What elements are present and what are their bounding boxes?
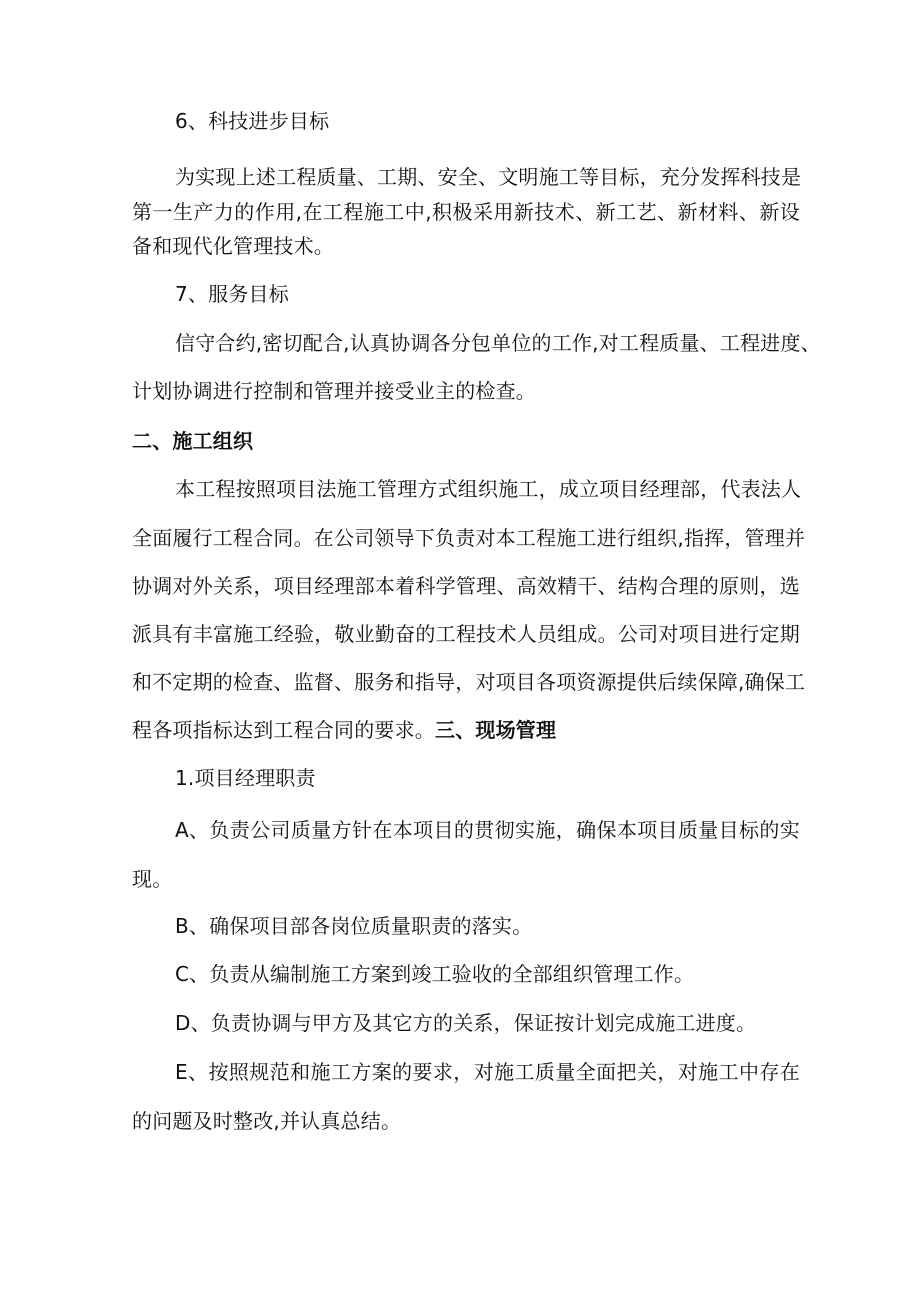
section-6-heading: 6、科技进步目标	[175, 109, 330, 133]
section-7-body-line-2: 计划协调进行控制和管理并接受业主的检查。	[132, 379, 536, 403]
section-2-body-line-5: 和不定期的检查、监督、服务和指导，对项目各项资源提供后续保障,确保工	[132, 670, 806, 694]
item-a-line-2: 现。	[132, 867, 173, 891]
section-6-body-line-3: 备和现代化管理技术。	[132, 234, 334, 258]
item-e-line-2: 的问题及时整改,并认真总结。	[132, 1109, 402, 1133]
item-1-heading: 1.项目经理职责	[175, 766, 316, 790]
section-2-body-line-6	[132, 717, 800, 743]
section-2-body-last: 程各项指标达到工程合同的要求。	[132, 718, 435, 742]
section-3-heading: 三、现场管理	[435, 718, 557, 742]
section-6-body-line-2: 第一生产力的作用,在工程施工中,积极采用新技术、新工艺、新材料、新设	[132, 200, 800, 224]
item-e-line-1: E、按照规范和施工方案的要求，对施工质量全面把关，对施工中存在	[175, 1060, 800, 1084]
section-2-body-line-4: 派具有丰富施工经验，敬业勤奋的工程技术人员组成。公司对项目进行定期	[132, 622, 800, 646]
section-7-body-line-1: 信守合约,密切配合,认真协调各分包单位的工作,对工程质量、工程进度、	[175, 331, 821, 355]
section-2-body-line-1: 本工程按照项目法施工管理方式组织施工，成立项目经理部，代表法人	[175, 477, 802, 501]
section-6-body-line-1: 为实现上述工程质量、工期、安全、文明施工等目标，充分发挥科技是	[175, 165, 802, 189]
section-7-heading: 7、服务目标	[175, 282, 289, 306]
section-2-body-line-3: 协调对外关系，项目经理部本着科学管理、高效精干、结构合理的原则，选	[132, 574, 800, 598]
item-d: D、负责协调与甲方及其它方的关系，保证按计划完成施工进度。	[175, 1011, 757, 1035]
item-c: C、负责从编制施工方案到竣工验收的全部组织管理工作。	[175, 962, 695, 986]
section-2-body-line-2: 全面履行工程合同。在公司领导下负责对本工程施工进行组织,指挥，管理并	[132, 526, 806, 550]
item-a-line-1: A、负责公司质量方针在本项目的贯彻实施，确保本项目质量目标的实	[175, 818, 800, 842]
section-2-heading: 二、施工组织	[132, 429, 254, 453]
item-b: B、确保项目部各岗位质量职责的落实。	[175, 914, 533, 938]
